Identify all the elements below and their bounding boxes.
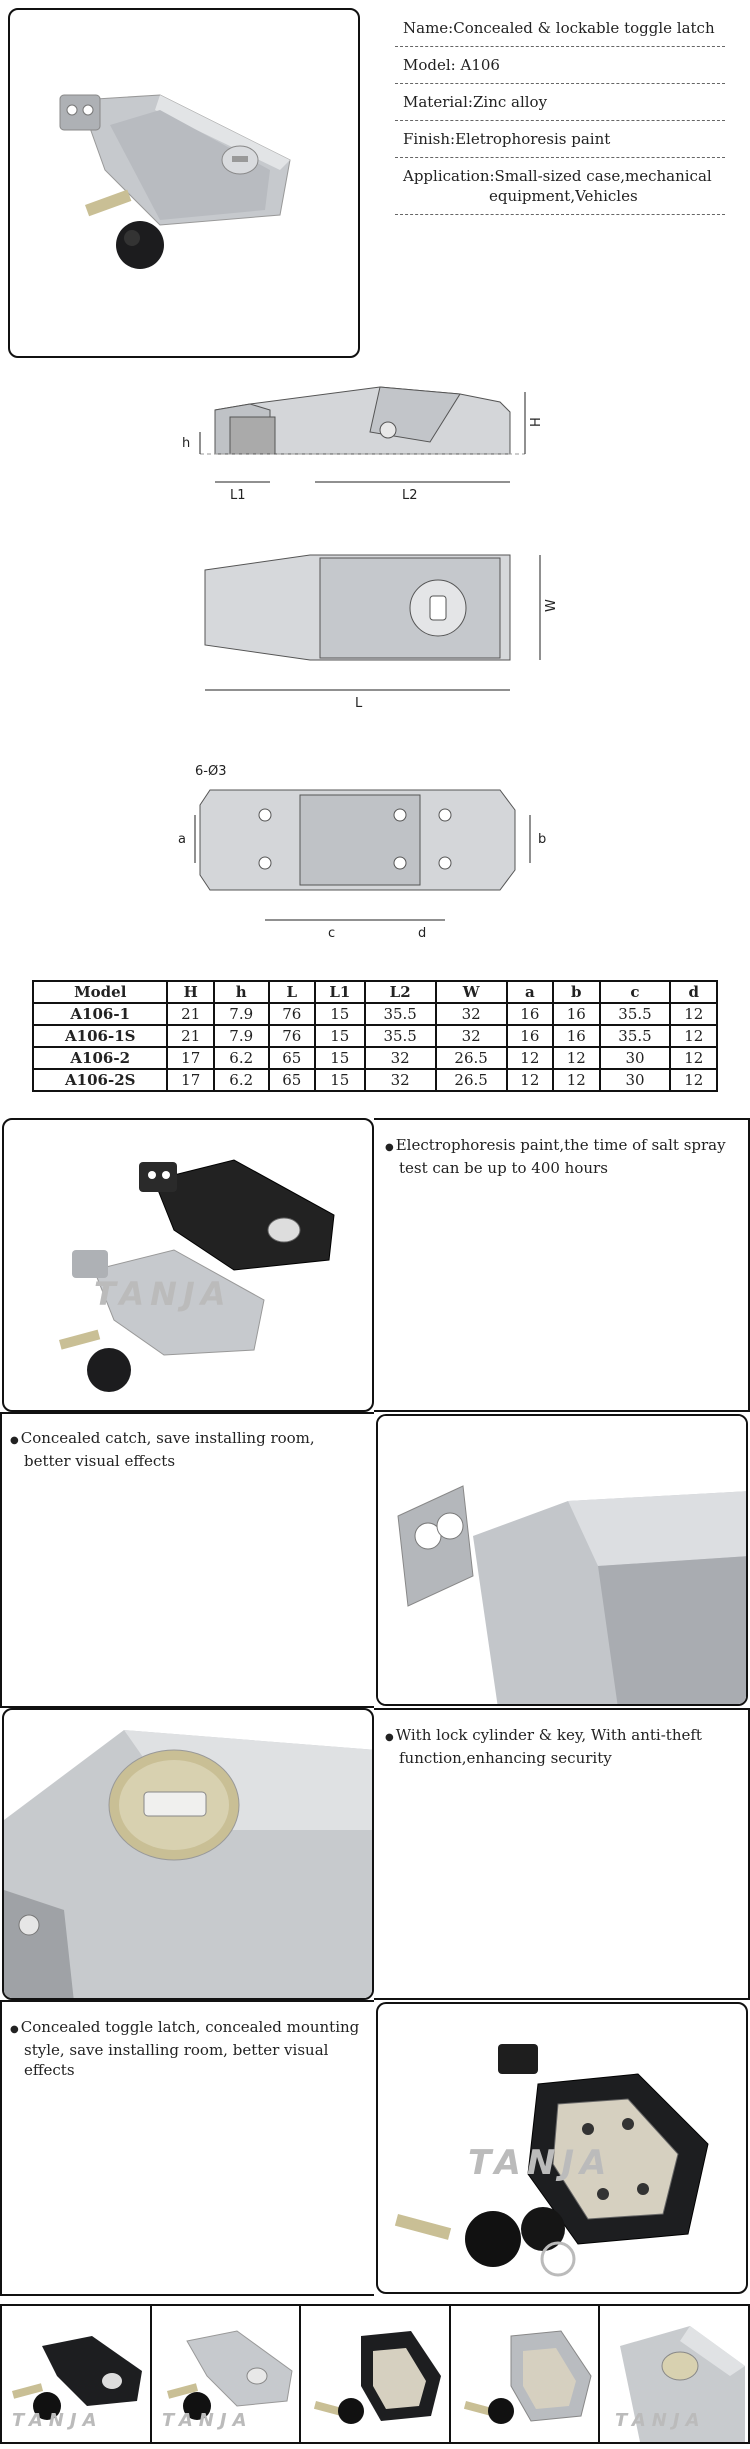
watermark-text: TANJA	[161, 2410, 253, 2431]
watermark-text: TANJA	[94, 1275, 232, 1313]
table-cell: 6.2	[214, 1047, 269, 1069]
dim-L: L	[355, 696, 363, 711]
feature-4-line2: style, save installing room, better visual	[24, 2041, 329, 2059]
table-cell: 16	[507, 1025, 553, 1047]
table-row	[33, 1025, 717, 1047]
table-cell: 7.9	[214, 1025, 269, 1047]
table-cell: 32	[436, 1025, 507, 1047]
dim-holes: 6-Ø3	[195, 764, 227, 779]
thumbnail-black-latch[interactable]	[2, 2306, 152, 2442]
watermark-text: TANJA	[615, 2410, 706, 2431]
table-cell: 35.5	[600, 1025, 671, 1047]
feature-text-4	[10, 2017, 370, 2080]
thumbnail-silver-latch[interactable]	[152, 2306, 302, 2442]
table-header: L1	[315, 981, 365, 1003]
table-cell: A106-2S	[33, 1069, 167, 1091]
table-cell: 12	[553, 1047, 599, 1069]
spec-model: Model: A106	[395, 47, 725, 84]
table-cell: 32	[365, 1047, 436, 1069]
table-cell: A106-1	[33, 1003, 167, 1025]
dim-b: b	[538, 832, 547, 847]
table-cell: 12	[507, 1069, 553, 1091]
table-cell: 26.5	[436, 1047, 507, 1069]
feature-4-line3: effects	[24, 2061, 75, 2079]
dim-a: a	[178, 832, 186, 847]
feature-text-1	[385, 1135, 740, 1178]
watermark-text: TANJA	[468, 2143, 613, 2183]
feature-3-line2: function,enhancing security	[399, 1749, 612, 1767]
table-header-row	[33, 981, 717, 1003]
table-header: a	[507, 981, 553, 1003]
feature-2-line1: Concealed catch, save installing room,	[20, 1429, 315, 1447]
table-cell: 15	[315, 1003, 365, 1025]
table-cell: 12	[553, 1069, 599, 1091]
dim-d: d	[418, 926, 427, 941]
spec-list	[395, 10, 725, 215]
table-cell: 6.2	[214, 1069, 269, 1091]
table-cell: 17	[167, 1069, 213, 1091]
spec-application-line1: Application:Small-sized case,mechanical	[403, 167, 712, 185]
table-header: b	[553, 981, 599, 1003]
thumbnail-silver-underside[interactable]	[451, 2306, 601, 2442]
table-cell: 15	[315, 1047, 365, 1069]
table-cell: 16	[507, 1003, 553, 1025]
table-cell: A106-2	[33, 1047, 167, 1069]
table-header: W	[436, 981, 507, 1003]
feature-4-line1: Concealed toggle latch, concealed mounting	[20, 2018, 360, 2036]
spec-name: Name:Concealed & lockable toggle latch	[395, 10, 725, 47]
bullet: ●	[10, 1435, 19, 1446]
table-cell: 15	[315, 1069, 365, 1091]
feature-1-line1: Electrophoresis paint,the time of salt spray	[395, 1136, 726, 1154]
table-header: L	[269, 981, 315, 1003]
table-cell: 35.5	[600, 1003, 671, 1025]
table-cell: 76	[269, 1025, 315, 1047]
table-cell: 32	[365, 1069, 436, 1091]
feature-3-line1: With lock cylinder & key, With anti-theft	[395, 1726, 702, 1744]
table-cell: 12	[670, 1025, 717, 1047]
dim-H: H	[529, 417, 544, 427]
table-header: H	[167, 981, 213, 1003]
table-cell: 16	[553, 1025, 599, 1047]
bullet: ●	[385, 1142, 394, 1153]
top-view-drawing	[170, 540, 580, 720]
table-cell: 30	[600, 1047, 671, 1069]
dim-L1: L1	[230, 488, 246, 503]
product-photo-main	[8, 8, 360, 358]
table-cell: 7.9	[214, 1003, 269, 1025]
feature-photo-lock-cylinder	[2, 1708, 374, 2000]
table-cell: 32	[436, 1003, 507, 1025]
thumbnail-black-underside[interactable]	[301, 2306, 451, 2442]
spec-application	[395, 158, 725, 215]
table-cell: 76	[269, 1003, 315, 1025]
feature-1-line2: test can be up to 400 hours	[399, 1159, 608, 1177]
feature-photo-concealed-catch	[376, 1414, 748, 1706]
bottom-view-drawing	[170, 755, 580, 955]
table-cell: 12	[670, 1069, 717, 1091]
table-cell: 17	[167, 1047, 213, 1069]
spec-material: Material:Zinc alloy	[395, 84, 725, 121]
table-header: L2	[365, 981, 436, 1003]
table-header: h	[214, 981, 269, 1003]
feature-photo-black-and-silver	[2, 1118, 374, 1412]
table-cell: 21	[167, 1025, 213, 1047]
table-cell: 12	[670, 1047, 717, 1069]
table-cell: 65	[269, 1047, 315, 1069]
table-cell: 15	[315, 1025, 365, 1047]
table-header: c	[600, 981, 671, 1003]
thumbnail-strip	[0, 2304, 750, 2444]
thumbnail-silver-closeup[interactable]	[600, 2306, 748, 2442]
dim-L2: L2	[402, 488, 418, 503]
table-header: d	[670, 981, 717, 1003]
dim-c: c	[328, 926, 336, 941]
table-row	[33, 1047, 717, 1069]
dimension-table	[32, 980, 718, 1092]
feature-2-line2: better visual effects	[24, 1452, 176, 1470]
table-cell: 16	[553, 1003, 599, 1025]
bullet: ●	[10, 2024, 19, 2035]
feature-text-3	[385, 1725, 740, 1768]
dim-h: h	[182, 436, 191, 451]
spec-finish: Finish:Eletrophoresis paint	[395, 121, 725, 158]
table-header: Model	[33, 981, 167, 1003]
table-cell: A106-1S	[33, 1025, 167, 1047]
bullet: ●	[385, 1732, 394, 1743]
table-row	[33, 1003, 717, 1025]
side-view-drawing	[170, 372, 580, 512]
table-cell: 12	[507, 1047, 553, 1069]
table-cell: 30	[600, 1069, 671, 1091]
table-cell: 65	[269, 1069, 315, 1091]
table-cell: 26.5	[436, 1069, 507, 1091]
spec-application-line2: equipment,Vehicles	[489, 187, 638, 205]
table-cell: 35.5	[365, 1003, 436, 1025]
dim-W: W	[544, 599, 559, 612]
feature-text-2	[10, 1428, 360, 1471]
table-cell: 12	[670, 1003, 717, 1025]
table-cell: 35.5	[365, 1025, 436, 1047]
watermark-text: TANJA	[12, 2410, 103, 2431]
table-cell: 21	[167, 1003, 213, 1025]
table-row	[33, 1069, 717, 1091]
feature-photo-underside-with-key	[376, 2002, 748, 2294]
